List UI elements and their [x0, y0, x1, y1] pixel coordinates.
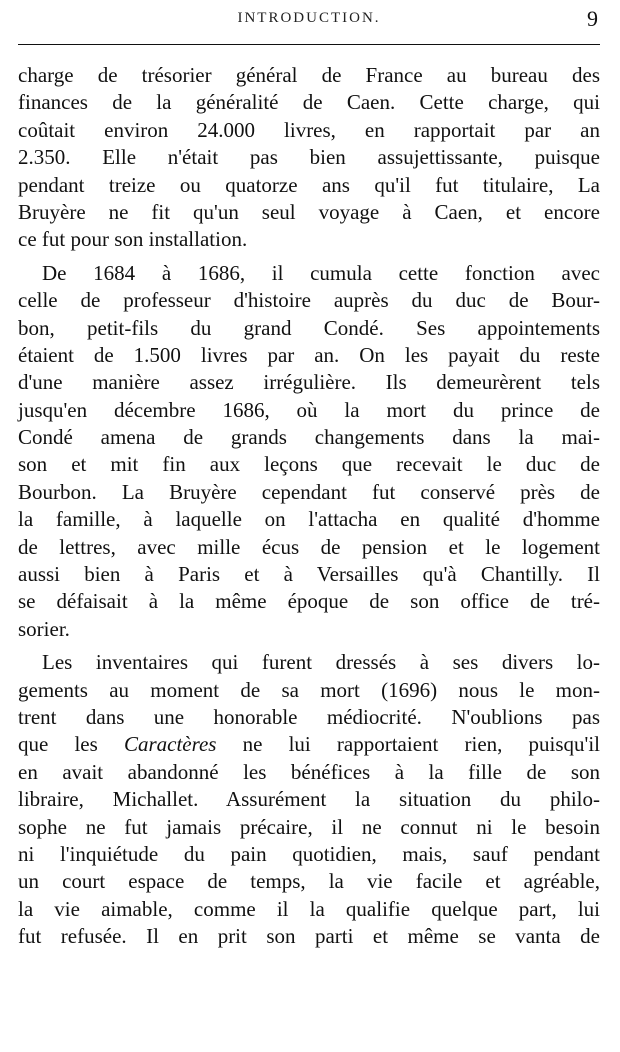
text-line: De 1684 à 1686, il cumula cette fonction avec	[42, 260, 600, 285]
text-line: Les inventaires qui furent dressés à ses divers lo-	[42, 650, 600, 675]
text-line: finances de la généralité de Caen. Cette charge, qui	[18, 90, 600, 115]
text-line: un court espace de temps, la vie facile et agréable,	[18, 869, 600, 894]
text-line: Bourbon. La Bruyère cependant fut conservé près de	[18, 479, 600, 504]
body-text	[18, 62, 600, 951]
text-line: ce fut pour son installation.	[18, 227, 248, 252]
text-line: celle de professeur d'histoire auprès du duc de Bour-	[18, 288, 600, 313]
text-line: se défaisait à la même époque de son office de tré-	[18, 589, 600, 614]
text-line: son et mit fin aux leçons que recevait le duc de	[18, 452, 600, 477]
text-line: la vie aimable, comme il la qualifie quelque part, lui	[18, 896, 600, 921]
text-line: la famille, à laquelle on l'attacha en qualité d'homme	[18, 507, 600, 532]
text-line: sorier.	[18, 616, 70, 641]
italic-title: Caractères	[123, 732, 217, 757]
paragraph	[18, 260, 600, 643]
text-line: coûtait environ 24.000 livres, en rapportait par an	[18, 117, 600, 142]
text-line: étaient de 1.500 livres par an. On les payait du reste	[18, 342, 600, 367]
page-header	[18, 6, 600, 36]
text-line: trent dans une honorable médiocrité. N'oublions pas	[18, 704, 600, 729]
text-line: pendant treize ou quatorze ans qu'il fut titulaire, La	[18, 172, 600, 197]
text-line: bon, petit-fils du grand Condé. Ses appointements	[18, 315, 600, 340]
text-line: sophe ne fut jamais précaire, il ne connut ni le besoin	[18, 814, 600, 839]
text-line: en avait abandonné les bénéfices à la fille de son	[18, 759, 600, 784]
text-line: gements au moment de sa mort (1696) nous le mon-	[18, 677, 600, 702]
text-line: jusqu'en décembre 1686, où la mort du prince de	[18, 397, 600, 422]
text-line: ni l'inquiétude du pain quotidien, mais, sauf pendant	[18, 841, 600, 866]
text-line: fut refusée. Il en prit son parti et même se vanta de	[18, 924, 600, 949]
page-number: 9	[587, 6, 598, 31]
text-line: d'une manière assez irrégulière. Ils demeurèrent tels	[18, 370, 600, 395]
text-line: charge de trésorier général de France au bureau des	[18, 63, 600, 87]
header-rule	[18, 44, 600, 45]
text-line: que les Caractères ne lui rapportaient rien, puisqu'il	[18, 732, 600, 757]
text-line: aussi bien à Paris et à Versailles qu'à Chantilly. Il	[18, 562, 600, 587]
paragraph	[18, 62, 600, 254]
running-head: INTRODUCTION.	[237, 10, 381, 26]
text-line: de lettres, avec mille écus de pension et le logement	[18, 534, 600, 559]
text-line: Bruyère ne fit qu'un seul voyage à Caen, et encore	[18, 199, 600, 224]
text-line: libraire, Michallet. Assurément la situation du philo-	[18, 787, 600, 812]
text-line: 2.350. Elle n'était pas bien assujettissante, puisque	[18, 145, 600, 170]
paragraph	[18, 649, 600, 950]
text-line: Condé amena de grands changements dans la mai-	[18, 425, 600, 450]
